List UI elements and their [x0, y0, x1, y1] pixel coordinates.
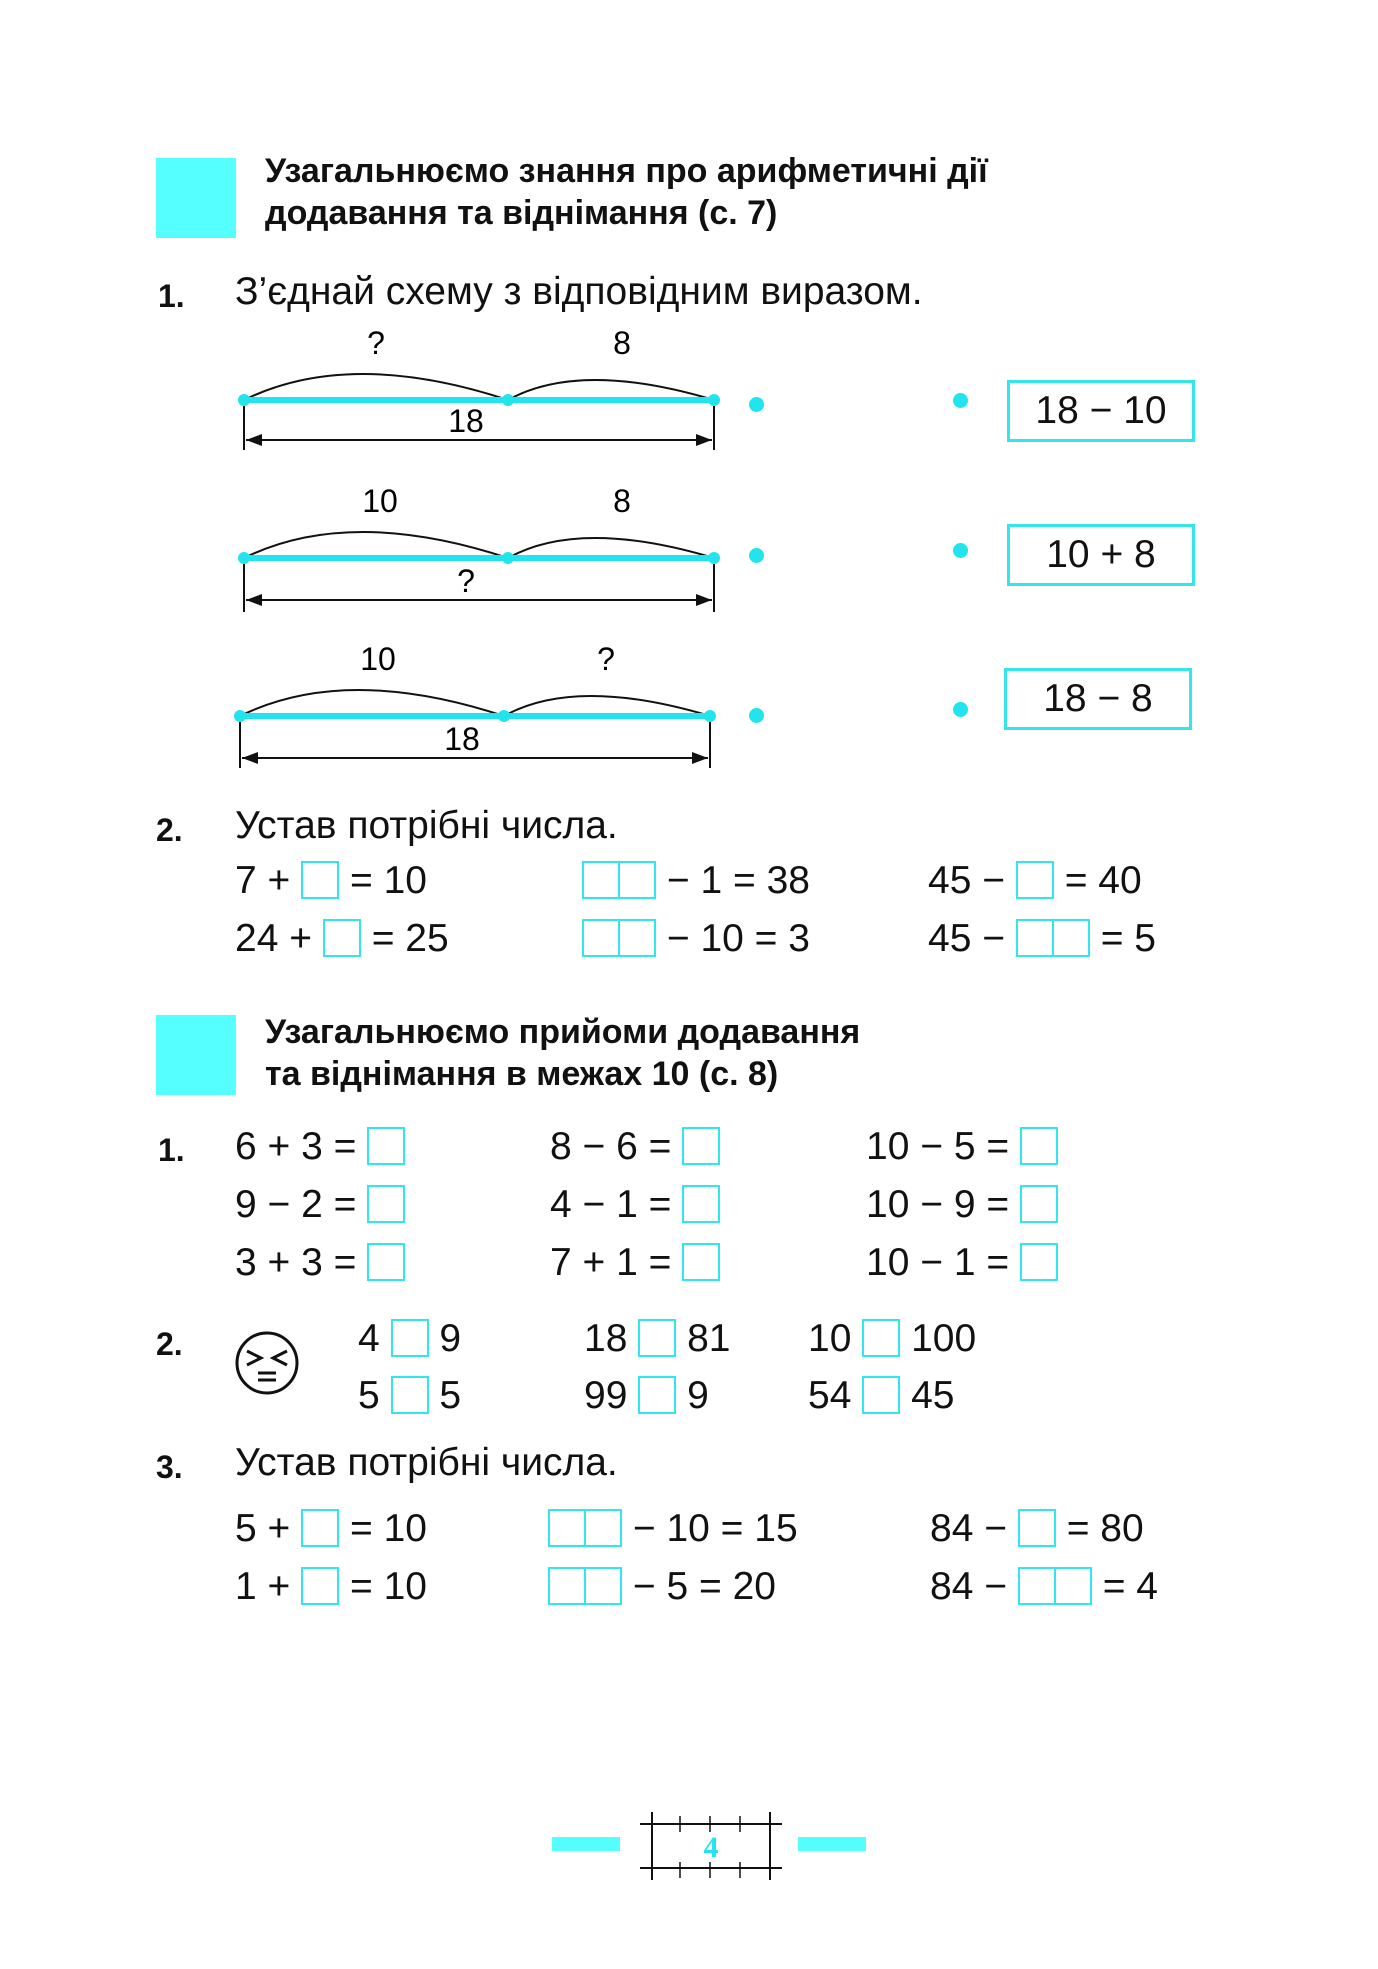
expression-box[interactable]: 18 − 10 [1007, 380, 1195, 442]
answer-box[interactable] [548, 1509, 586, 1547]
scheme-right-label: ? [597, 641, 615, 677]
answer-box[interactable] [582, 919, 620, 957]
answer-box[interactable] [1054, 1567, 1092, 1605]
answer-box[interactable] [618, 919, 656, 957]
segment-scheme [230, 476, 730, 616]
comparison: 99 9 [584, 1374, 709, 1417]
answer-box[interactable] [1020, 1185, 1058, 1223]
answer-box[interactable] [1018, 1567, 1056, 1605]
connect-dot[interactable] [749, 708, 764, 723]
answer-box[interactable] [391, 1319, 429, 1357]
answer-box[interactable] [1018, 1509, 1056, 1547]
connect-dot[interactable] [749, 548, 764, 563]
scheme-total-label: 18 [448, 403, 484, 439]
page-number: 4 [703, 1831, 719, 1864]
comparison: 5 5 [358, 1374, 462, 1417]
equation: − 10 = 3 [582, 916, 810, 962]
section-marker [156, 1015, 236, 1095]
answer-box[interactable] [682, 1127, 720, 1165]
section-title [265, 150, 988, 234]
answer-box[interactable] [1016, 861, 1054, 899]
answer-box[interactable] [367, 1127, 405, 1165]
section-title-line2: та віднімання в межах 10 (с. 8) [265, 1055, 779, 1093]
section-title [265, 1011, 860, 1095]
equation: 45 − = 5 [928, 917, 1156, 960]
task-number: 1. [158, 278, 185, 314]
answer-box[interactable] [1016, 919, 1054, 957]
task-number: 1. [158, 1132, 185, 1168]
compare-signs-face-icon [233, 1329, 301, 1397]
answer-box[interactable] [638, 1319, 676, 1357]
section-title-line1: Узагальнюємо прийоми додавання [265, 1013, 861, 1051]
answer-box[interactable] [682, 1243, 720, 1281]
comparison: 4 9 [358, 1317, 462, 1360]
equation: 9 − 2 = [235, 1182, 405, 1228]
connect-dot[interactable] [953, 393, 968, 408]
answer-box[interactable] [638, 1376, 676, 1414]
task-number: 2. [156, 812, 183, 848]
expression-box[interactable]: 10 + 8 [1007, 524, 1195, 586]
page-number-frame [640, 1810, 782, 1882]
equation: 10 − 9 = [866, 1182, 1058, 1228]
equation: 3 + 3 = [235, 1240, 405, 1286]
comparison: 54 45 [808, 1374, 955, 1417]
answer-box[interactable] [367, 1185, 405, 1223]
scheme-left-label: ? [367, 325, 385, 361]
comparison: 10 100 [808, 1317, 977, 1360]
task-instruction: З’єднай схему з відповідним виразом. [235, 270, 923, 313]
answer-box[interactable] [584, 1509, 622, 1547]
answer-box[interactable] [682, 1185, 720, 1223]
equation: 84 − = 4 [930, 1565, 1158, 1608]
equation: 4 − 1 = [550, 1182, 720, 1228]
scheme-right-label: 8 [613, 483, 631, 519]
connect-dot[interactable] [953, 702, 968, 717]
expression-box[interactable]: 18 − 8 [1004, 668, 1192, 730]
answer-box[interactable] [301, 861, 339, 899]
answer-box[interactable] [862, 1376, 900, 1414]
segment-scheme [230, 318, 730, 458]
answer-box[interactable] [367, 1243, 405, 1281]
task-instruction: Устав потрібні числа. [235, 1441, 618, 1484]
scheme-total-label: 18 [444, 721, 480, 757]
equation: 1 + = 10 [235, 1565, 427, 1608]
scheme-total-label: ? [457, 563, 475, 599]
answer-box[interactable] [1020, 1243, 1058, 1281]
comparison: 18 81 [584, 1317, 731, 1360]
connect-dot[interactable] [749, 397, 764, 412]
answer-box[interactable] [301, 1567, 339, 1605]
answer-box[interactable] [548, 1567, 586, 1605]
equation: 10 − 5 = [866, 1124, 1058, 1170]
equation: 5 + = 10 [235, 1507, 427, 1550]
equation: 8 − 6 = [550, 1124, 720, 1170]
equation: − 1 = 38 [582, 858, 810, 904]
equation: 24 + = 25 [235, 917, 449, 960]
section-marker [156, 158, 236, 238]
answer-box[interactable] [584, 1567, 622, 1605]
equation: 7 + 1 = [550, 1240, 720, 1286]
equation: 6 + 3 = [235, 1124, 405, 1170]
equation: 7 + = 10 [235, 859, 427, 902]
footer-bar-right [798, 1837, 866, 1851]
equation: 84 − = 80 [930, 1507, 1144, 1550]
scheme-left-label: 10 [362, 483, 398, 519]
section-title-line1: Узагальнюємо знання про арифметичні дії [265, 152, 988, 190]
answer-box[interactable] [618, 861, 656, 899]
scheme-left-label: 10 [360, 641, 396, 677]
answer-box[interactable] [862, 1319, 900, 1357]
section-title-line2: додавання та віднімання (с. 7) [265, 194, 778, 232]
equation: − 10 = 15 [548, 1506, 798, 1552]
scheme-right-label: 8 [613, 325, 631, 361]
equation: 10 − 1 = [866, 1240, 1058, 1286]
answer-box[interactable] [301, 1509, 339, 1547]
equation: 45 − = 40 [928, 859, 1142, 902]
answer-box[interactable] [391, 1376, 429, 1414]
segment-scheme [226, 634, 726, 774]
task-number: 2. [156, 1326, 183, 1362]
task-instruction: Устав потрібні числа. [235, 804, 618, 847]
footer-bar-left [552, 1837, 620, 1851]
connect-dot[interactable] [953, 543, 968, 558]
answer-box[interactable] [323, 919, 361, 957]
answer-box[interactable] [1052, 919, 1090, 957]
equation: − 5 = 20 [548, 1564, 776, 1610]
answer-box[interactable] [582, 861, 620, 899]
task-number: 3. [156, 1449, 183, 1485]
answer-box[interactable] [1020, 1127, 1058, 1165]
